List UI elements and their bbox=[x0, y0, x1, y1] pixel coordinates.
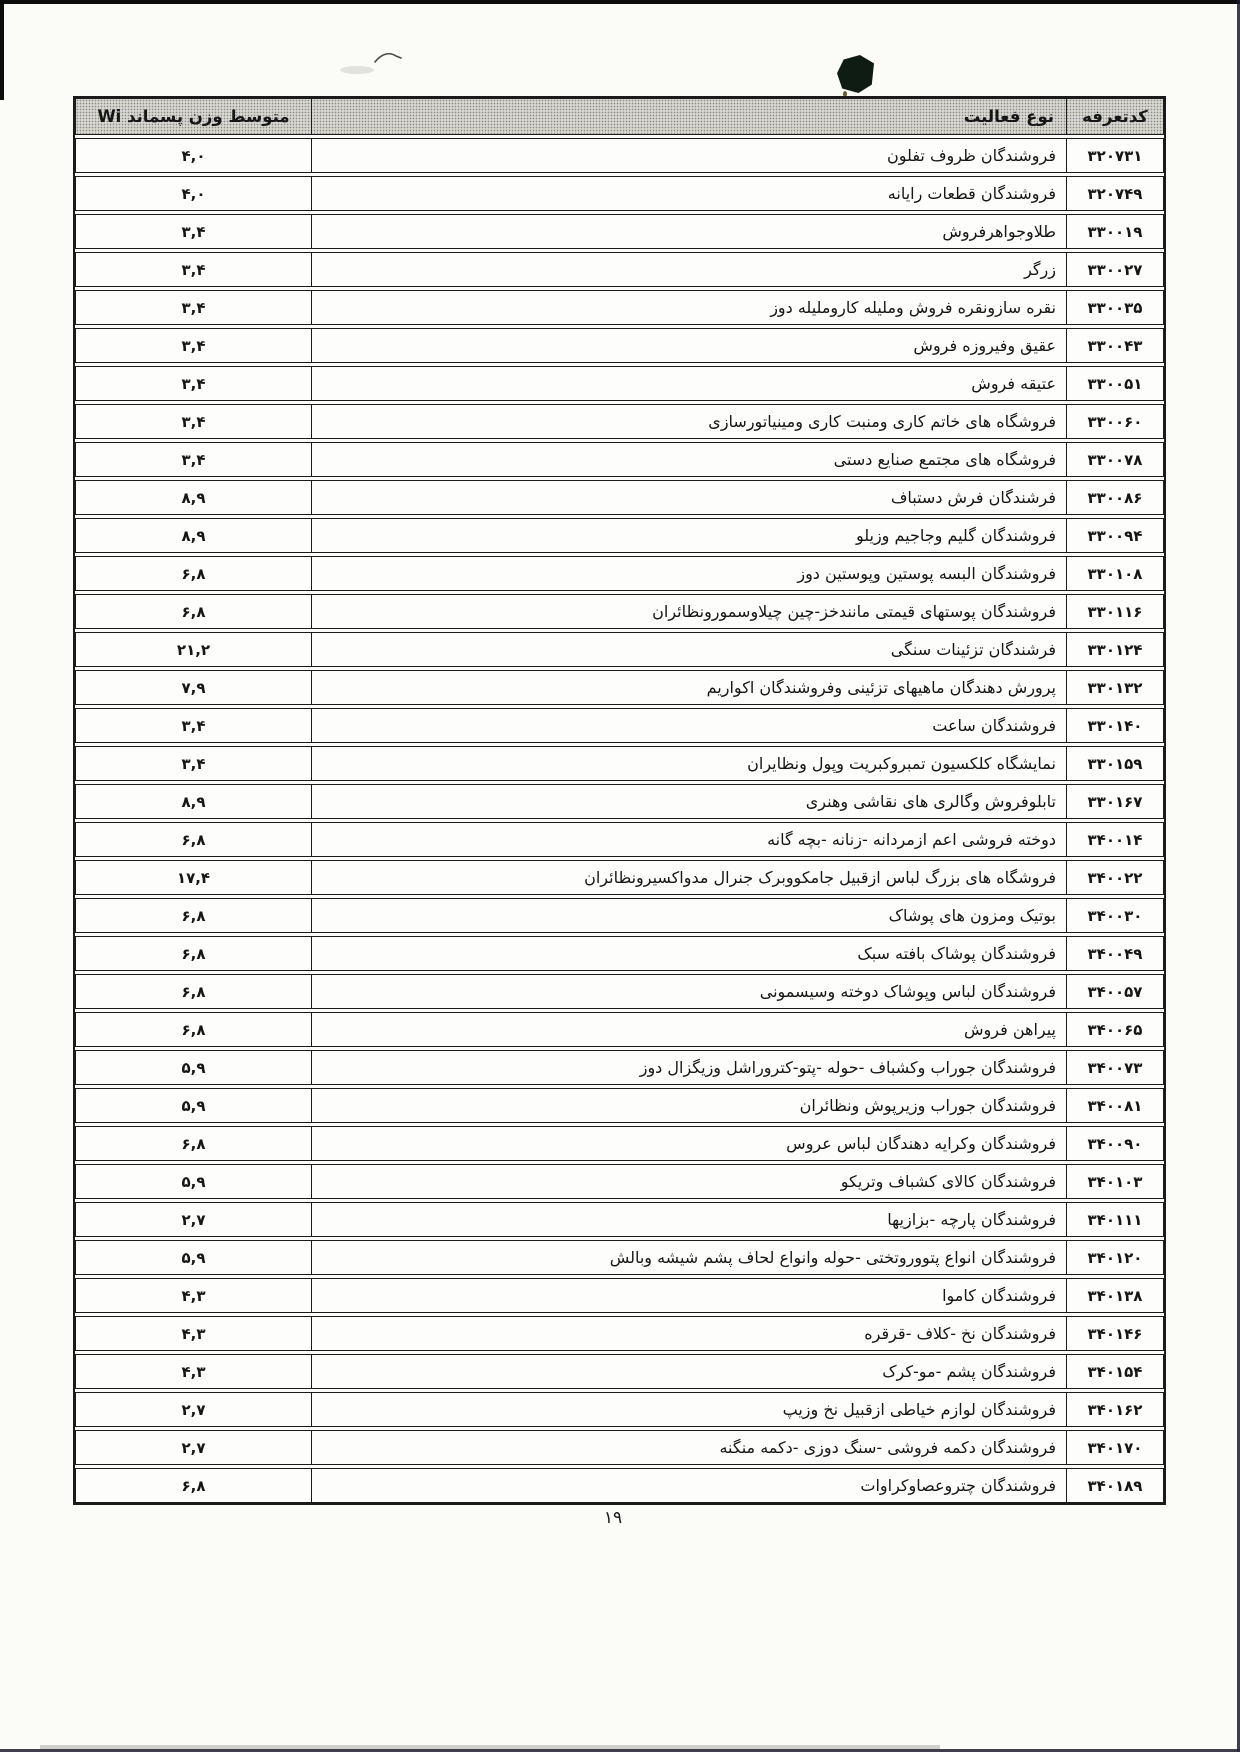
table-row bbox=[75, 328, 1164, 363]
weight-cell: ۶,۸ bbox=[181, 906, 206, 925]
activity-cell: فروشندگان ساعت bbox=[311, 709, 1067, 742]
table-row bbox=[75, 556, 1164, 591]
tariff-code-cell: ۳۴۰۱۳۸ bbox=[1087, 1286, 1143, 1305]
activity-cell: فروشندگان انواع پتووروتختی -حوله وانواع لحاف پشم شیشه وبالش bbox=[311, 1241, 1067, 1274]
scan-edge-left bbox=[0, 0, 4, 100]
scan-bottom-smudge bbox=[40, 1745, 940, 1749]
weight-cell: ۶,۸ bbox=[181, 602, 206, 621]
table-header-row bbox=[75, 98, 1164, 135]
tariff-code-cell: ۳۳۰۱۲۴ bbox=[1087, 640, 1143, 659]
pen-mark-icon bbox=[374, 50, 404, 70]
activity-cell: فروشندگان دکمه فروشی -سنگ دوزی -دکمه منگنه bbox=[311, 1431, 1067, 1464]
activity-cell: فروشندگان پوشاک بافته سبک bbox=[311, 937, 1067, 970]
tariff-code-cell: ۳۳۰۰۵۱ bbox=[1087, 374, 1143, 393]
tariff-code-cell: ۳۳۰۰۷۸ bbox=[1087, 450, 1143, 469]
activity-cell: فروشندگان چتروعصاوکراوات bbox=[311, 1469, 1067, 1502]
weight-cell: ۳,۴ bbox=[181, 222, 206, 241]
activity-cell: فروشگاه های خاتم کاری ومنبت کاری ومینیاتورسازی bbox=[311, 405, 1067, 438]
scan-edge-top bbox=[0, 0, 1240, 4]
tariff-code-cell: ۳۴۰۱۲۰ bbox=[1087, 1248, 1143, 1267]
activity-cell: طلاوجواهرفروش bbox=[311, 215, 1067, 248]
activity-cell: فروشندگان البسه پوستین وپوستین دوز bbox=[311, 557, 1067, 590]
weight-cell: ۲,۷ bbox=[181, 1438, 206, 1457]
weight-cell: ۳,۴ bbox=[181, 450, 206, 469]
table-row bbox=[75, 1126, 1164, 1161]
table-row bbox=[75, 1202, 1164, 1237]
table-row bbox=[75, 1392, 1164, 1427]
weight-cell: ۷,۹ bbox=[181, 678, 206, 697]
tariff-code-cell: ۳۴۰۰۹۰ bbox=[1087, 1134, 1143, 1153]
tariff-code-cell: ۳۳۰۰۴۳ bbox=[1087, 336, 1143, 355]
tariff-code-cell: ۳۳۰۱۳۲ bbox=[1087, 678, 1143, 697]
weight-cell: ۸,۹ bbox=[181, 792, 206, 811]
tariff-code-cell: ۳۳۰۱۴۰ bbox=[1087, 716, 1143, 735]
scan-smudge bbox=[340, 66, 374, 74]
activity-cell: فروشندگان جوراب وزیرپوش ونظائران bbox=[311, 1089, 1067, 1122]
weight-cell: ۶,۸ bbox=[181, 1134, 206, 1153]
weight-cell: ۳,۴ bbox=[181, 754, 206, 773]
weight-cell: ۲,۷ bbox=[181, 1210, 206, 1229]
activity-cell: فروشندگان کالای کشباف وتریکو bbox=[311, 1165, 1067, 1198]
tariff-code-cell: ۳۳۰۱۱۶ bbox=[1087, 602, 1143, 621]
table-row bbox=[75, 1354, 1164, 1389]
weight-cell: ۴,۳ bbox=[181, 1286, 206, 1305]
tariff-code-cell: ۳۴۰۰۳۰ bbox=[1087, 906, 1143, 925]
weight-cell: ۳,۴ bbox=[181, 260, 206, 279]
table-row bbox=[75, 822, 1164, 857]
tariff-code-cell: ۳۳۰۰۳۵ bbox=[1087, 298, 1143, 317]
tariff-table bbox=[73, 96, 1166, 1505]
table-row bbox=[75, 252, 1164, 287]
weight-cell: ۳,۴ bbox=[181, 412, 206, 431]
tariff-code-cell: ۳۴۰۱۷۰ bbox=[1087, 1438, 1143, 1457]
weight-cell: ۵,۹ bbox=[181, 1096, 206, 1115]
activity-cell: فروشندگان جوراب وکشباف -حوله -پتو-کتروراشل وزیگزال دوز bbox=[311, 1051, 1067, 1084]
table-row bbox=[75, 1050, 1164, 1085]
weight-cell: ۶,۸ bbox=[181, 1020, 206, 1039]
activity-cell: نمایشگاه کلکسیون تمبروکبریت وپول ونظایران bbox=[311, 747, 1067, 780]
table-row bbox=[75, 936, 1164, 971]
activity-cell: فروشندگان پوستهای قیمتی مانندخز-چین چیلاوسمورونظائران bbox=[311, 595, 1067, 628]
weight-cell: ۳,۴ bbox=[181, 298, 206, 317]
tariff-code-cell: ۳۳۰۰۹۴ bbox=[1087, 526, 1143, 545]
activity-cell: فروشندگان پارچه -بزازیها bbox=[311, 1203, 1067, 1236]
weight-cell: ۵,۹ bbox=[181, 1172, 206, 1191]
activity-cell: فروشندگان لوازم خیاطی ازقبیل نخ وزیپ bbox=[311, 1393, 1067, 1426]
weight-cell: ۴,۳ bbox=[181, 1324, 206, 1343]
table-row bbox=[75, 1012, 1164, 1047]
table-row bbox=[75, 784, 1164, 819]
weight-cell: ۴,۰ bbox=[181, 184, 206, 203]
activity-cell: نقره سازونقره فروش وملیله کاروملیله دوز bbox=[311, 291, 1067, 324]
weight-cell: ۲,۷ bbox=[181, 1400, 206, 1419]
weight-cell: ۳,۴ bbox=[181, 336, 206, 355]
tariff-code-cell: ۳۴۰۰۸۱ bbox=[1087, 1096, 1143, 1115]
tariff-code-cell: ۳۴۰۱۴۶ bbox=[1087, 1324, 1143, 1343]
activity-cell: دوخته فروشی اعم ازمردانه -زنانه -بچه گانه bbox=[311, 823, 1067, 856]
activity-cell: پرورش دهندگان ماهیهای تزئینی وفروشندگان اکواریم bbox=[311, 671, 1067, 704]
header-code: کدتعرفه bbox=[1082, 107, 1148, 126]
weight-cell: ۸,۹ bbox=[181, 488, 206, 507]
tariff-code-cell: ۳۴۰۰۵۷ bbox=[1087, 982, 1143, 1001]
weight-cell: ۳,۴ bbox=[181, 716, 206, 735]
table-row bbox=[75, 670, 1164, 705]
table-row bbox=[75, 480, 1164, 515]
weight-cell: ۶,۸ bbox=[181, 564, 206, 583]
activity-cell: فروشندگان وکرایه دهندگان لباس عروس bbox=[311, 1127, 1067, 1160]
activity-cell: فرشندگان فرش دستباف bbox=[311, 481, 1067, 514]
weight-cell: ۸,۹ bbox=[181, 526, 206, 545]
table-row bbox=[75, 974, 1164, 1009]
tariff-code-cell: ۳۳۰۰۸۶ bbox=[1087, 488, 1143, 507]
activity-cell: فروشگاه های مجتمع صنایع دستی bbox=[311, 443, 1067, 476]
activity-cell: فروشندگان لباس وپوشاک دوخته وسیسمونی bbox=[311, 975, 1067, 1008]
weight-cell: ۶,۸ bbox=[181, 982, 206, 1001]
table-row bbox=[75, 138, 1164, 173]
activity-cell: تابلوفروش وگالری های نقاشی وهنری bbox=[311, 785, 1067, 818]
header-activity: نوع فعالیت bbox=[311, 99, 1067, 134]
tariff-code-cell: ۳۴۰۱۸۹ bbox=[1087, 1476, 1143, 1495]
tariff-code-cell: ۳۴۰۱۶۲ bbox=[1087, 1400, 1143, 1419]
activity-cell: بوتیک ومزون های پوشاک bbox=[311, 899, 1067, 932]
tariff-code-cell: ۳۳۰۰۱۹ bbox=[1087, 222, 1143, 241]
activity-cell: فروشندگان ظروف تفلون bbox=[311, 139, 1067, 172]
tariff-code-cell: ۳۴۰۰۴۹ bbox=[1087, 944, 1143, 963]
table-row bbox=[75, 1468, 1164, 1503]
tariff-code-cell: ۳۳۰۰۲۷ bbox=[1087, 260, 1143, 279]
table-row bbox=[75, 290, 1164, 325]
table-row bbox=[75, 898, 1164, 933]
tariff-code-cell: ۳۲۰۷۴۹ bbox=[1087, 184, 1143, 203]
tariff-code-cell: ۳۴۰۰۱۴ bbox=[1087, 830, 1143, 849]
activity-cell: فروشندگان کاموا bbox=[311, 1279, 1067, 1312]
table-row bbox=[75, 594, 1164, 629]
tariff-code-cell: ۳۴۰۰۶۵ bbox=[1087, 1020, 1143, 1039]
tariff-code-cell: ۳۳۰۱۵۹ bbox=[1087, 754, 1143, 773]
activity-cell: پیراهن فروش bbox=[311, 1013, 1067, 1046]
activity-cell: فروشندگان گلیم وجاجیم وزیلو bbox=[311, 519, 1067, 552]
page-number: ۱۹ bbox=[603, 1508, 623, 1528]
table-row bbox=[75, 518, 1164, 553]
weight-cell: ۶,۸ bbox=[181, 1476, 206, 1495]
table-row bbox=[75, 632, 1164, 667]
weight-cell: ۴,۳ bbox=[181, 1362, 206, 1381]
activity-cell: فروشگاه های بزرگ لباس ازقبیل جامکووبرک جنرال مدواکسیرونظائران bbox=[311, 861, 1067, 894]
activity-cell: فرشندگان تزئینات سنگی bbox=[311, 633, 1067, 666]
weight-cell: ۶,۸ bbox=[181, 944, 206, 963]
table-row bbox=[75, 1088, 1164, 1123]
tariff-code-cell: ۳۴۰۱۵۴ bbox=[1087, 1362, 1143, 1381]
table-row bbox=[75, 404, 1164, 439]
tariff-code-cell: ۳۳۰۱۶۷ bbox=[1087, 792, 1143, 811]
activity-cell: فروشندگان پشم -مو-کرک bbox=[311, 1355, 1067, 1388]
weight-cell: ۱۷,۴ bbox=[176, 868, 211, 887]
table-row bbox=[75, 214, 1164, 249]
table-row bbox=[75, 1278, 1164, 1313]
tariff-code-cell: ۳۴۰۱۰۳ bbox=[1087, 1172, 1143, 1191]
tariff-code-cell: ۳۴۰۰۲۲ bbox=[1087, 868, 1143, 887]
weight-cell: ۵,۹ bbox=[181, 1058, 206, 1077]
activity-cell: عتیقه فروش bbox=[311, 367, 1067, 400]
activity-cell: زرگر bbox=[311, 253, 1067, 286]
table-row bbox=[75, 1316, 1164, 1351]
tariff-code-cell: ۳۲۰۷۳۱ bbox=[1087, 146, 1143, 165]
activity-cell: عقیق وفیروزه فروش bbox=[311, 329, 1067, 362]
table-row bbox=[75, 1240, 1164, 1275]
activity-cell: فروشندگان نخ -کلاف -قرقره bbox=[311, 1317, 1067, 1350]
table-row bbox=[75, 366, 1164, 401]
weight-cell: ۶,۸ bbox=[181, 830, 206, 849]
weight-cell: ۵,۹ bbox=[181, 1248, 206, 1267]
tariff-code-cell: ۳۳۰۰۶۰ bbox=[1087, 412, 1143, 431]
table-row bbox=[75, 708, 1164, 743]
weight-cell: ۲۱,۲ bbox=[176, 640, 211, 659]
table-row bbox=[75, 1164, 1164, 1199]
weight-cell: ۴,۰ bbox=[181, 146, 206, 165]
tariff-code-cell: ۳۴۰۱۱۱ bbox=[1087, 1210, 1143, 1229]
tariff-code-cell: ۳۴۰۰۷۳ bbox=[1087, 1058, 1143, 1077]
table-row bbox=[75, 746, 1164, 781]
table-row bbox=[75, 176, 1164, 211]
ink-blob-icon bbox=[837, 55, 874, 93]
tariff-code-cell: ۳۳۰۱۰۸ bbox=[1087, 564, 1143, 583]
table-row bbox=[75, 860, 1164, 895]
header-weight: متوسط وزن پسماند Wi bbox=[97, 107, 290, 126]
table-row bbox=[75, 1430, 1164, 1465]
table-row bbox=[75, 442, 1164, 477]
activity-cell: فروشندگان قطعات رایانه bbox=[311, 177, 1067, 210]
weight-cell: ۳,۴ bbox=[181, 374, 206, 393]
